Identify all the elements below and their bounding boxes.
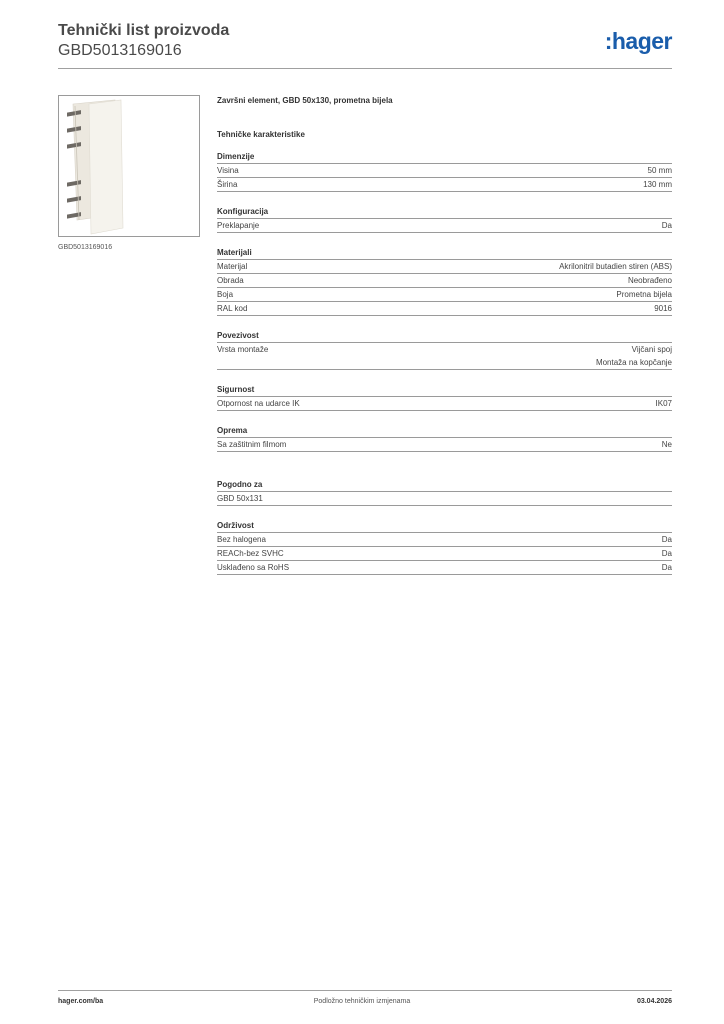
spec-row: Bez halogena Da [217, 533, 672, 547]
spec-row: Vrsta montaže Vijčani spoj Montaža na kopčanje [217, 343, 672, 370]
page-header [58, 20, 672, 70]
spec-row: Obrada Neobrađeno [217, 274, 672, 288]
group-title: Konfiguracija [217, 205, 672, 219]
group-title: Materijali [217, 246, 672, 260]
footer-divider [58, 990, 672, 991]
group-title: Održivost [217, 519, 672, 533]
spec-content [217, 92, 672, 575]
group-connectivity [217, 329, 672, 370]
spec-row: REACh-bez SVHC Da [217, 547, 672, 561]
product-image-frame [58, 95, 200, 237]
group-title: Povezivost [217, 329, 672, 343]
footer-website-link[interactable]: hager.com/ba [58, 998, 104, 1005]
group-suitable-for [217, 478, 672, 506]
group-safety [217, 383, 672, 411]
spec-row: Preklapanje Da [217, 219, 672, 233]
spec-row: RAL kod 9016 [217, 302, 672, 316]
group-title: Oprema [217, 424, 672, 438]
group-title: Sigurnost [217, 383, 672, 397]
document-title: Tehnički list proizvoda [58, 22, 230, 39]
group-sustainability [217, 519, 672, 575]
header-divider [58, 68, 672, 69]
spec-row: Materijal Akrilonitril butadien stiren (ABS) [217, 260, 672, 274]
spec-row: GBD 50x131 [217, 492, 672, 506]
group-equipment [217, 424, 672, 452]
spec-row: Otpornost na udarce IK IK07 [217, 397, 672, 411]
spec-row: Usklađeno sa RoHS Da [217, 561, 672, 575]
product-image [59, 96, 199, 236]
image-caption: GBD5013169016 [58, 244, 113, 251]
group-title: Dimenzije [217, 150, 672, 164]
footer-date: 03.04.2026 [636, 998, 672, 1005]
spec-row: Boja Prometna bijela [217, 288, 672, 302]
spec-row: Visina 50 mm [217, 164, 672, 178]
product-code-heading: GBD5013169016 [58, 42, 182, 59]
group-materials [217, 246, 672, 316]
hager-logo: :hager [604, 28, 672, 54]
footer-note: Podložno tehničkim izmjenama [313, 998, 411, 1005]
group-configuration [217, 205, 672, 233]
group-title: Pogodno za [217, 478, 672, 492]
group-dimensions [217, 150, 672, 192]
spec-row: Sa zaštitnim filmom Ne [217, 438, 672, 452]
product-name: Završni element, GBD 50x130, prometna bijela [217, 96, 393, 105]
technical-characteristics-heading: Tehničke karakteristike [217, 130, 305, 139]
spec-row: Širina 130 mm [217, 178, 672, 192]
